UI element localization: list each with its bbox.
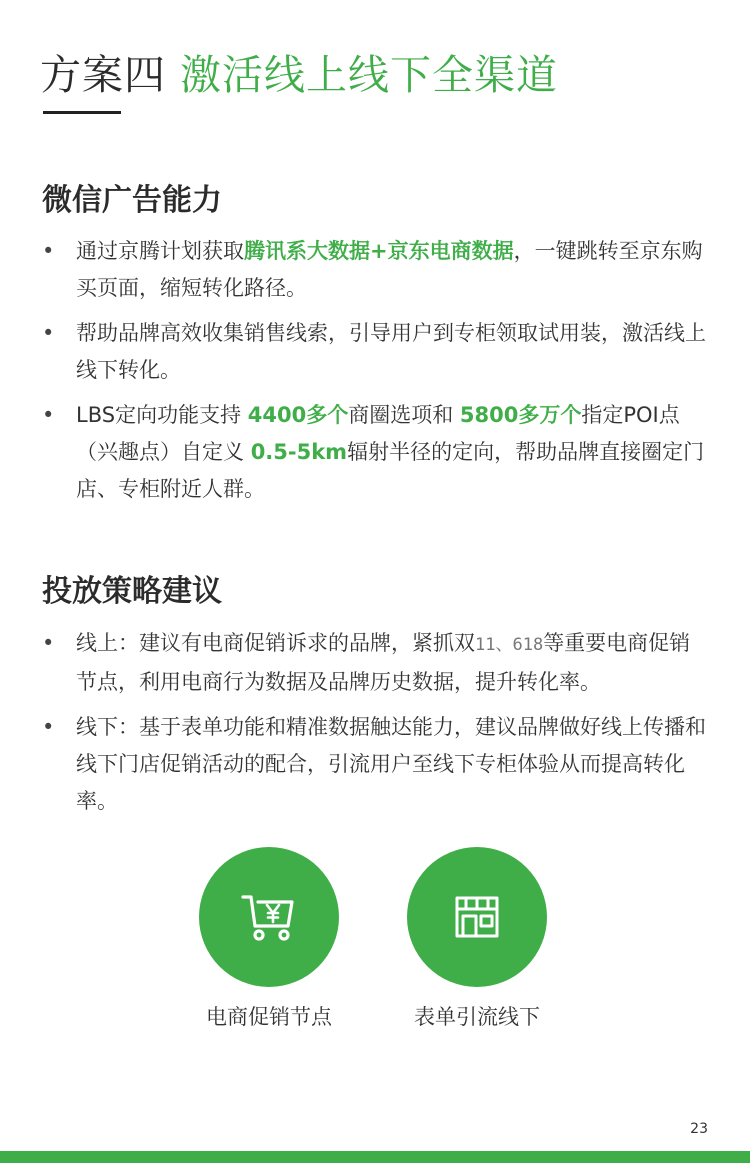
highlight-text: 5800多万个 xyxy=(459,403,582,427)
list-item xyxy=(42,397,708,508)
highlight-text: 0.5-5km xyxy=(250,440,348,464)
icon-label: 表单引流线下 xyxy=(414,1005,540,1029)
bullet-dot: • xyxy=(42,239,55,263)
storefront-icon xyxy=(454,894,500,940)
bullet-text: ，一键跳转至京东购买页面，缩短转化路径。 xyxy=(76,239,703,300)
bullet-text: 帮助品牌高效收集销售线索，引导用户到专柜领取试用装，激活线上线下转化。 xyxy=(76,321,706,382)
wechat-ads-bullet-list xyxy=(42,233,708,516)
icon-circle xyxy=(407,847,547,987)
section-heading-strategy: 投放策略建议 xyxy=(42,574,222,609)
bullet-text: 指定POI点（兴趣点）自定义 xyxy=(76,403,680,464)
highlight-text: 腾讯系大数据+京东电商数据 xyxy=(244,239,514,263)
list-item xyxy=(42,625,708,701)
bullet-dot: • xyxy=(42,321,55,345)
page-title xyxy=(40,42,558,98)
icon-block-ecommerce xyxy=(189,847,349,1031)
bullet-text: LBS定向功能支持 xyxy=(76,403,248,427)
title-main: 激活线上线下全渠道 xyxy=(180,51,558,99)
shopping-cart-yuan-icon xyxy=(240,892,298,942)
bullet-text: 线上：建议有电商促销诉求的品牌，紧抓双 xyxy=(76,631,475,655)
bullet-text: 通过京腾计划获取 xyxy=(76,239,244,263)
list-item xyxy=(42,233,708,307)
bullet-text: 线下：基于表单功能和精准数据触达能力，建议品牌做好线上传播和线下门店促销活动的配合，引流用户至线下专柜体验从而提高转化率。 xyxy=(76,715,706,813)
date-text: 11、618 xyxy=(475,635,544,655)
highlight-text: 4400多个 xyxy=(247,403,349,427)
bullet-dot: • xyxy=(42,403,55,427)
footer-accent-bar xyxy=(0,1151,750,1163)
list-item xyxy=(42,709,708,820)
section-heading-wechat-ads: 微信广告能力 xyxy=(42,183,222,218)
icon-block-offline xyxy=(397,847,557,1031)
bullet-text: 辐射半径的定向，帮助品牌直接圈定门店、专柜附近人群。 xyxy=(76,440,705,501)
strategy-bullet-list xyxy=(42,625,708,828)
bullet-dot: • xyxy=(42,715,55,739)
title-prefix: 方案四 xyxy=(40,51,166,99)
bullet-dot: • xyxy=(42,631,55,655)
list-item xyxy=(42,315,708,389)
icon-label: 电商促销节点 xyxy=(206,1005,332,1029)
page-number: 23 xyxy=(690,1121,708,1137)
bullet-text: 等重要电商促销节点，利用电商行为数据及品牌历史数据，提升转化率。 xyxy=(76,631,691,694)
bullet-text: 商圈选项和 xyxy=(348,403,460,427)
title-underline xyxy=(43,111,121,114)
icon-circle xyxy=(199,847,339,987)
